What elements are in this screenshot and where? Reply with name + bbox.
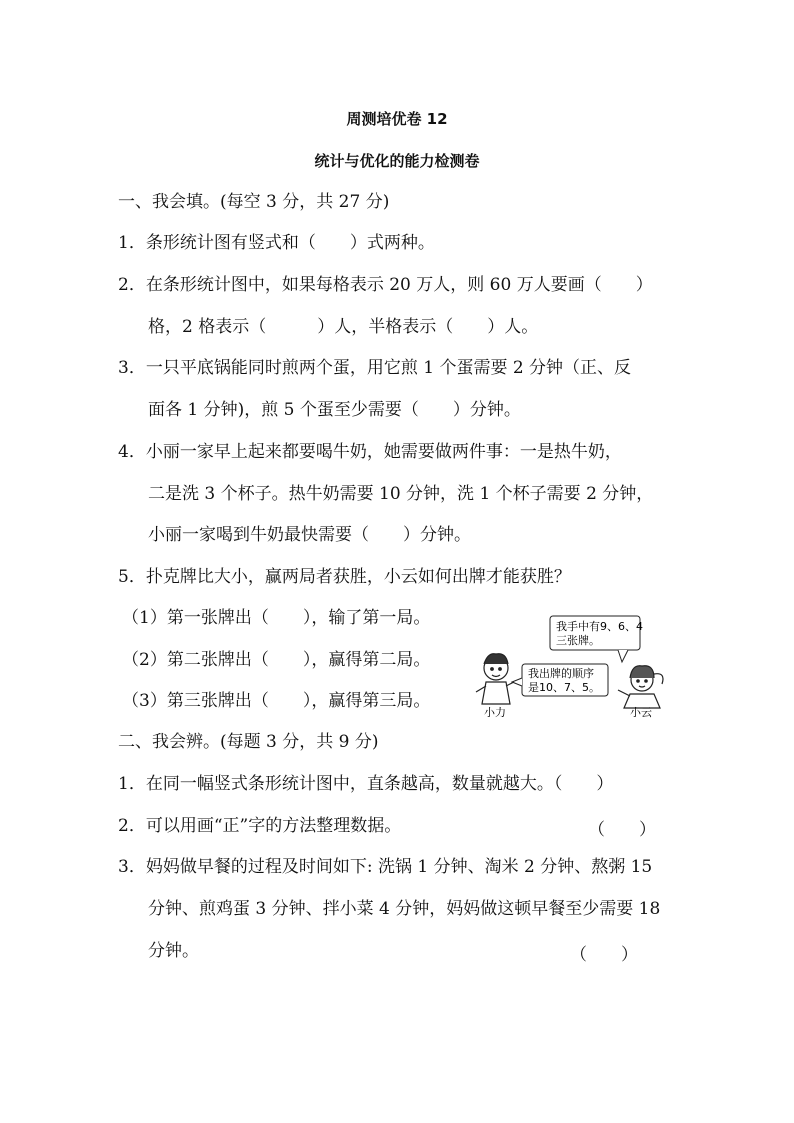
question-1-5-part3: （3）第三张牌出（ ），赢得第三局。 xyxy=(122,691,431,711)
question-2-3-line3: 分钟。 xyxy=(148,941,199,961)
card-game-illustration xyxy=(470,612,690,720)
xiaoyun-bubble-line2: 三张牌。 xyxy=(556,634,600,647)
question-1-5: 5．扑克牌比大小，赢两局者获胜，小云如何出牌才能获胜？ xyxy=(118,567,571,587)
page-subtitle: 统计与优化的能力检测卷 xyxy=(314,152,480,170)
xiaoyun-figure xyxy=(618,666,663,708)
question-1-4-line1: 4．小丽一家早上起来都要喝牛奶，她需要做两件事：一是热牛奶， xyxy=(118,442,622,462)
question-1-2-line2: 格，2 格表示（ ）人，半格表示（ ）人。 xyxy=(148,317,539,337)
xiaoli-bubble-line2: 是10、7、5。 xyxy=(528,681,600,694)
question-1-3-line1: 3．一只平底锅能同时煎两个蛋，用它煎 1 个蛋需要 2 分钟（正、反 xyxy=(118,358,632,378)
question-2-1: 1．在同一幅竖式条形统计图中，直条越高，数量就越大。（ ） xyxy=(118,774,614,794)
section-2-heading: 二、我会辨。(每题 3 分，共 9 分) xyxy=(118,732,379,752)
xiaoyun-bubble-line1: 我手中有9、6、4 xyxy=(556,620,643,633)
question-1-5-part2: （2）第二张牌出（ ），赢得第二局。 xyxy=(122,650,431,670)
section-1-heading: 一、我会填。(每空 3 分，共 27 分) xyxy=(118,192,390,212)
question-2-3-line1: 3．妈妈做早餐的过程及时间如下: 洗锅 1 分钟、淘米 2 分钟、熬粥 15 xyxy=(118,857,653,877)
question-1-4-line3: 小丽一家喝到牛奶最快需要（ ）分钟。 xyxy=(148,525,471,545)
question-2-2: 2．可以用画“正”字的方法整理数据。 xyxy=(118,816,402,836)
question-1-4-line2: 二是洗 3 个杯子。热牛奶需要 10 分钟，洗 1 个杯子需要 2 分钟， xyxy=(148,484,654,504)
xiaoli-name-label: 小力 xyxy=(484,706,506,719)
xiaoli-bubble-line1: 我出牌的顺序 xyxy=(528,667,594,680)
page-title: 周测培优卷 12 xyxy=(346,110,448,128)
question-1-2-line1: 2．在条形统计图中，如果每格表示 20 万人，则 60 万人要画（ ） xyxy=(118,275,653,295)
question-1-5-part1: （1）第一张牌出（ ），输了第一局。 xyxy=(122,608,431,628)
question-2-3-line2: 分钟、煎鸡蛋 3 分钟、拌小菜 4 分钟，妈妈做这顿早餐至少需要 18 xyxy=(148,899,661,919)
xiaoyun-name-label: 小云 xyxy=(630,706,652,719)
question-2-2-answer-paren: （ ） xyxy=(588,820,656,840)
question-2-3-answer-paren: （ ） xyxy=(570,945,638,965)
question-1-3-line2: 面各 1 分钟)，煎 5 个蛋至少需要（ ）分钟。 xyxy=(148,400,521,420)
xiaoli-figure xyxy=(476,654,514,704)
question-1-1: 1．条形统计图有竖式和（ ）式两种。 xyxy=(118,233,435,253)
